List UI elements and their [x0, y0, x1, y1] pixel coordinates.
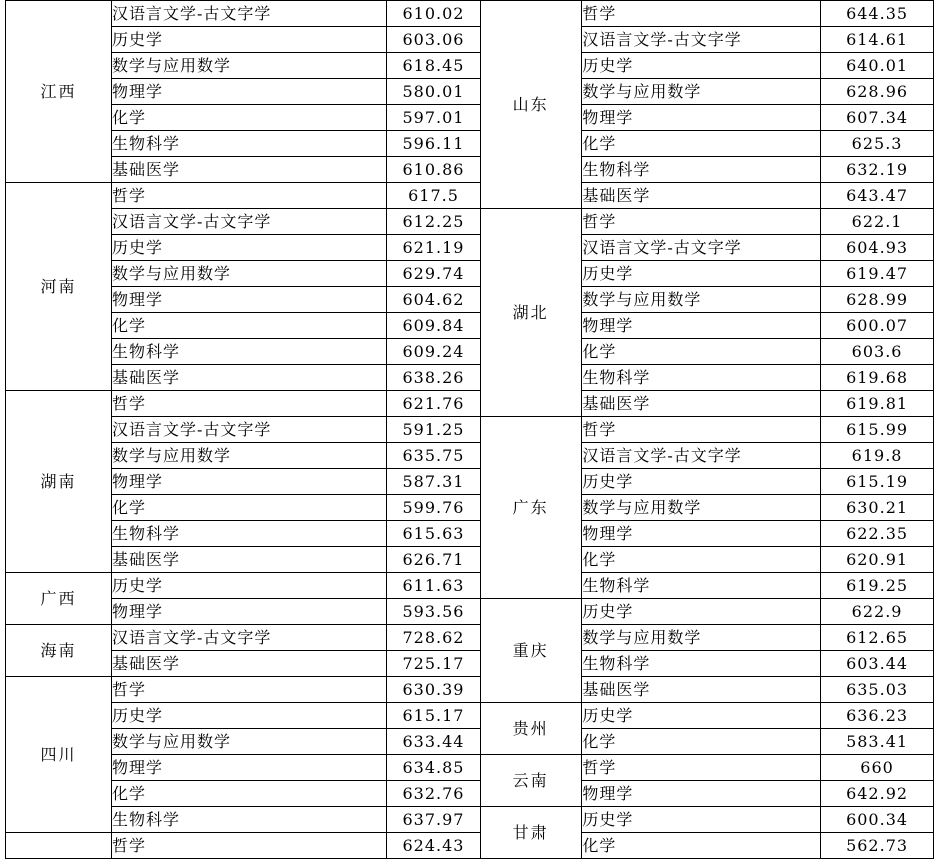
score-cell: 636.23: [821, 703, 934, 729]
table-row: [480, 1, 934, 27]
major-cell: 基础医学: [582, 391, 821, 417]
score-cell: 622.9: [821, 599, 934, 625]
score-cell: 610.02: [387, 1, 481, 27]
major-cell: 历史学: [582, 53, 821, 79]
score-cell: 609.84: [387, 313, 481, 339]
score-cell: 621.19: [387, 235, 481, 261]
score-cell: 591.25: [387, 417, 481, 443]
major-cell: 数学与应用数学: [112, 53, 387, 79]
major-cell: 物理学: [112, 599, 387, 625]
right-score-table: [480, 0, 934, 859]
major-cell: 基础医学: [582, 677, 821, 703]
major-cell: 哲学: [582, 1, 821, 27]
table-row: [6, 625, 481, 651]
province-cell: [6, 833, 112, 859]
major-cell: 物理学: [112, 79, 387, 105]
score-cell: 600.34: [821, 807, 934, 833]
major-cell: 生物科学: [582, 157, 821, 183]
score-cell: 725.17: [387, 651, 481, 677]
score-cell: 619.68: [821, 365, 934, 391]
score-cell: 642.92: [821, 781, 934, 807]
score-cell: 640.01: [821, 53, 934, 79]
major-cell: 汉语言文学-古文字学: [582, 235, 821, 261]
major-cell: 哲学: [112, 183, 387, 209]
score-cell: 615.17: [387, 703, 481, 729]
score-cell: 562.73: [821, 833, 934, 859]
major-cell: 历史学: [112, 703, 387, 729]
major-cell: 物理学: [582, 521, 821, 547]
province-cell: 河南: [6, 183, 112, 391]
score-cell: 632.19: [821, 157, 934, 183]
score-cell: 633.44: [387, 729, 481, 755]
score-cell: 607.34: [821, 105, 934, 131]
major-cell: 历史学: [582, 599, 821, 625]
score-cell: 622.35: [821, 521, 934, 547]
major-cell: 数学与应用数学: [112, 729, 387, 755]
score-cell: 630.39: [387, 677, 481, 703]
major-cell: 哲学: [112, 833, 387, 859]
score-cell: 580.01: [387, 79, 481, 105]
score-cell: 622.1: [821, 209, 934, 235]
table-row: [480, 417, 934, 443]
score-cell: 596.11: [387, 131, 481, 157]
score-cell: 600.07: [821, 313, 934, 339]
score-cell: 612.65: [821, 625, 934, 651]
score-cell: 615.19: [821, 469, 934, 495]
score-cell: 599.76: [387, 495, 481, 521]
score-cell: 603.6: [821, 339, 934, 365]
major-cell: 物理学: [112, 287, 387, 313]
major-cell: 哲学: [112, 391, 387, 417]
major-cell: 基础医学: [112, 365, 387, 391]
score-cell: 635.75: [387, 443, 481, 469]
province-cell: 甘肃: [480, 807, 582, 859]
score-cell: 603.06: [387, 27, 481, 53]
score-cell: 619.25: [821, 573, 934, 599]
table-row: [6, 1, 481, 27]
province-cell: 江西: [6, 1, 112, 183]
table-row: [6, 573, 481, 599]
score-cell: 644.35: [821, 1, 934, 27]
score-cell: 635.03: [821, 677, 934, 703]
major-cell: 哲学: [582, 755, 821, 781]
score-cell: 638.26: [387, 365, 481, 391]
major-cell: 基础医学: [112, 547, 387, 573]
major-cell: 哲学: [112, 677, 387, 703]
score-cell: 619.47: [821, 261, 934, 287]
score-cell: 604.62: [387, 287, 481, 313]
major-cell: 数学与应用数学: [582, 287, 821, 313]
score-cell: 593.56: [387, 599, 481, 625]
score-cell: 611.63: [387, 573, 481, 599]
table-row: [480, 209, 934, 235]
score-cell: 624.43: [387, 833, 481, 859]
major-cell: 生物科学: [112, 521, 387, 547]
major-cell: 基础医学: [582, 183, 821, 209]
major-cell: 化学: [582, 131, 821, 157]
major-cell: 历史学: [582, 807, 821, 833]
major-cell: 汉语言文学-古文字学: [582, 27, 821, 53]
major-cell: 物理学: [112, 755, 387, 781]
score-cell: 634.85: [387, 755, 481, 781]
major-cell: 历史学: [112, 235, 387, 261]
major-cell: 生物科学: [112, 131, 387, 157]
major-cell: 数学与应用数学: [582, 79, 821, 105]
table-row: [480, 599, 934, 625]
table-row: [6, 391, 481, 417]
major-cell: 生物科学: [582, 365, 821, 391]
score-cell: 603.44: [821, 651, 934, 677]
score-cell: 621.76: [387, 391, 481, 417]
table-row: [480, 703, 934, 729]
table-row: [480, 755, 934, 781]
score-cell: 617.5: [387, 183, 481, 209]
table-row: [6, 677, 481, 703]
score-cell: 609.24: [387, 339, 481, 365]
major-cell: 基础医学: [112, 157, 387, 183]
score-cell: 612.25: [387, 209, 481, 235]
major-cell: 化学: [112, 105, 387, 131]
province-cell: 贵州: [480, 703, 582, 755]
score-cell: 615.63: [387, 521, 481, 547]
province-cell: 海南: [6, 625, 112, 677]
major-cell: 生物科学: [112, 807, 387, 833]
score-cell: 626.71: [387, 547, 481, 573]
major-cell: 历史学: [582, 469, 821, 495]
score-cell: 728.62: [387, 625, 481, 651]
province-cell: 四川: [6, 677, 112, 833]
table-row: [6, 833, 481, 859]
score-cell: 630.21: [821, 495, 934, 521]
major-cell: 哲学: [582, 417, 821, 443]
score-cell: 619.8: [821, 443, 934, 469]
score-cell: 614.61: [821, 27, 934, 53]
major-cell: 数学与应用数学: [112, 443, 387, 469]
major-cell: 数学与应用数学: [582, 625, 821, 651]
major-cell: 历史学: [112, 27, 387, 53]
score-cell: 625.3: [821, 131, 934, 157]
score-cell: 637.97: [387, 807, 481, 833]
major-cell: 汉语言文学-古文字学: [112, 209, 387, 235]
score-cell: 619.81: [821, 391, 934, 417]
left-score-table: [5, 0, 481, 859]
major-cell: 化学: [112, 495, 387, 521]
score-cell: 643.47: [821, 183, 934, 209]
major-cell: 历史学: [582, 261, 821, 287]
score-cell: 660: [821, 755, 934, 781]
table-row: [480, 807, 934, 833]
major-cell: 物理学: [582, 781, 821, 807]
major-cell: 化学: [112, 781, 387, 807]
province-cell: 山东: [480, 1, 582, 209]
major-cell: 汉语言文学-古文字学: [112, 1, 387, 27]
major-cell: 汉语言文学-古文字学: [112, 417, 387, 443]
score-cell: 618.45: [387, 53, 481, 79]
major-cell: 物理学: [112, 469, 387, 495]
major-cell: 数学与应用数学: [112, 261, 387, 287]
major-cell: 化学: [112, 313, 387, 339]
score-cell: 628.99: [821, 287, 934, 313]
major-cell: 化学: [582, 729, 821, 755]
province-cell: 云南: [480, 755, 582, 807]
major-cell: 历史学: [582, 703, 821, 729]
province-cell: 广东: [480, 417, 582, 599]
major-cell: 哲学: [582, 209, 821, 235]
province-cell: 广西: [6, 573, 112, 625]
major-cell: 数学与应用数学: [582, 495, 821, 521]
score-cell: 620.91: [821, 547, 934, 573]
major-cell: 汉语言文学-古文字学: [582, 443, 821, 469]
score-cell: 587.31: [387, 469, 481, 495]
major-cell: 化学: [582, 833, 821, 859]
score-cell: 604.93: [821, 235, 934, 261]
score-cell: 610.86: [387, 157, 481, 183]
major-cell: 历史学: [112, 573, 387, 599]
score-cell: 583.41: [821, 729, 934, 755]
score-cell: 615.99: [821, 417, 934, 443]
score-cell: 629.74: [387, 261, 481, 287]
score-cell: 597.01: [387, 105, 481, 131]
table-row: [6, 183, 481, 209]
major-cell: 汉语言文学-古文字学: [112, 625, 387, 651]
province-cell: 湖北: [480, 209, 582, 417]
major-cell: 化学: [582, 547, 821, 573]
score-cell: 628.96: [821, 79, 934, 105]
score-cell: 632.76: [387, 781, 481, 807]
province-cell: 重庆: [480, 599, 582, 703]
major-cell: 物理学: [582, 313, 821, 339]
province-cell: 湖南: [6, 391, 112, 573]
major-cell: 基础医学: [112, 651, 387, 677]
major-cell: 生物科学: [582, 651, 821, 677]
major-cell: 物理学: [582, 105, 821, 131]
major-cell: 生物科学: [112, 339, 387, 365]
major-cell: 化学: [582, 339, 821, 365]
major-cell: 生物科学: [582, 573, 821, 599]
